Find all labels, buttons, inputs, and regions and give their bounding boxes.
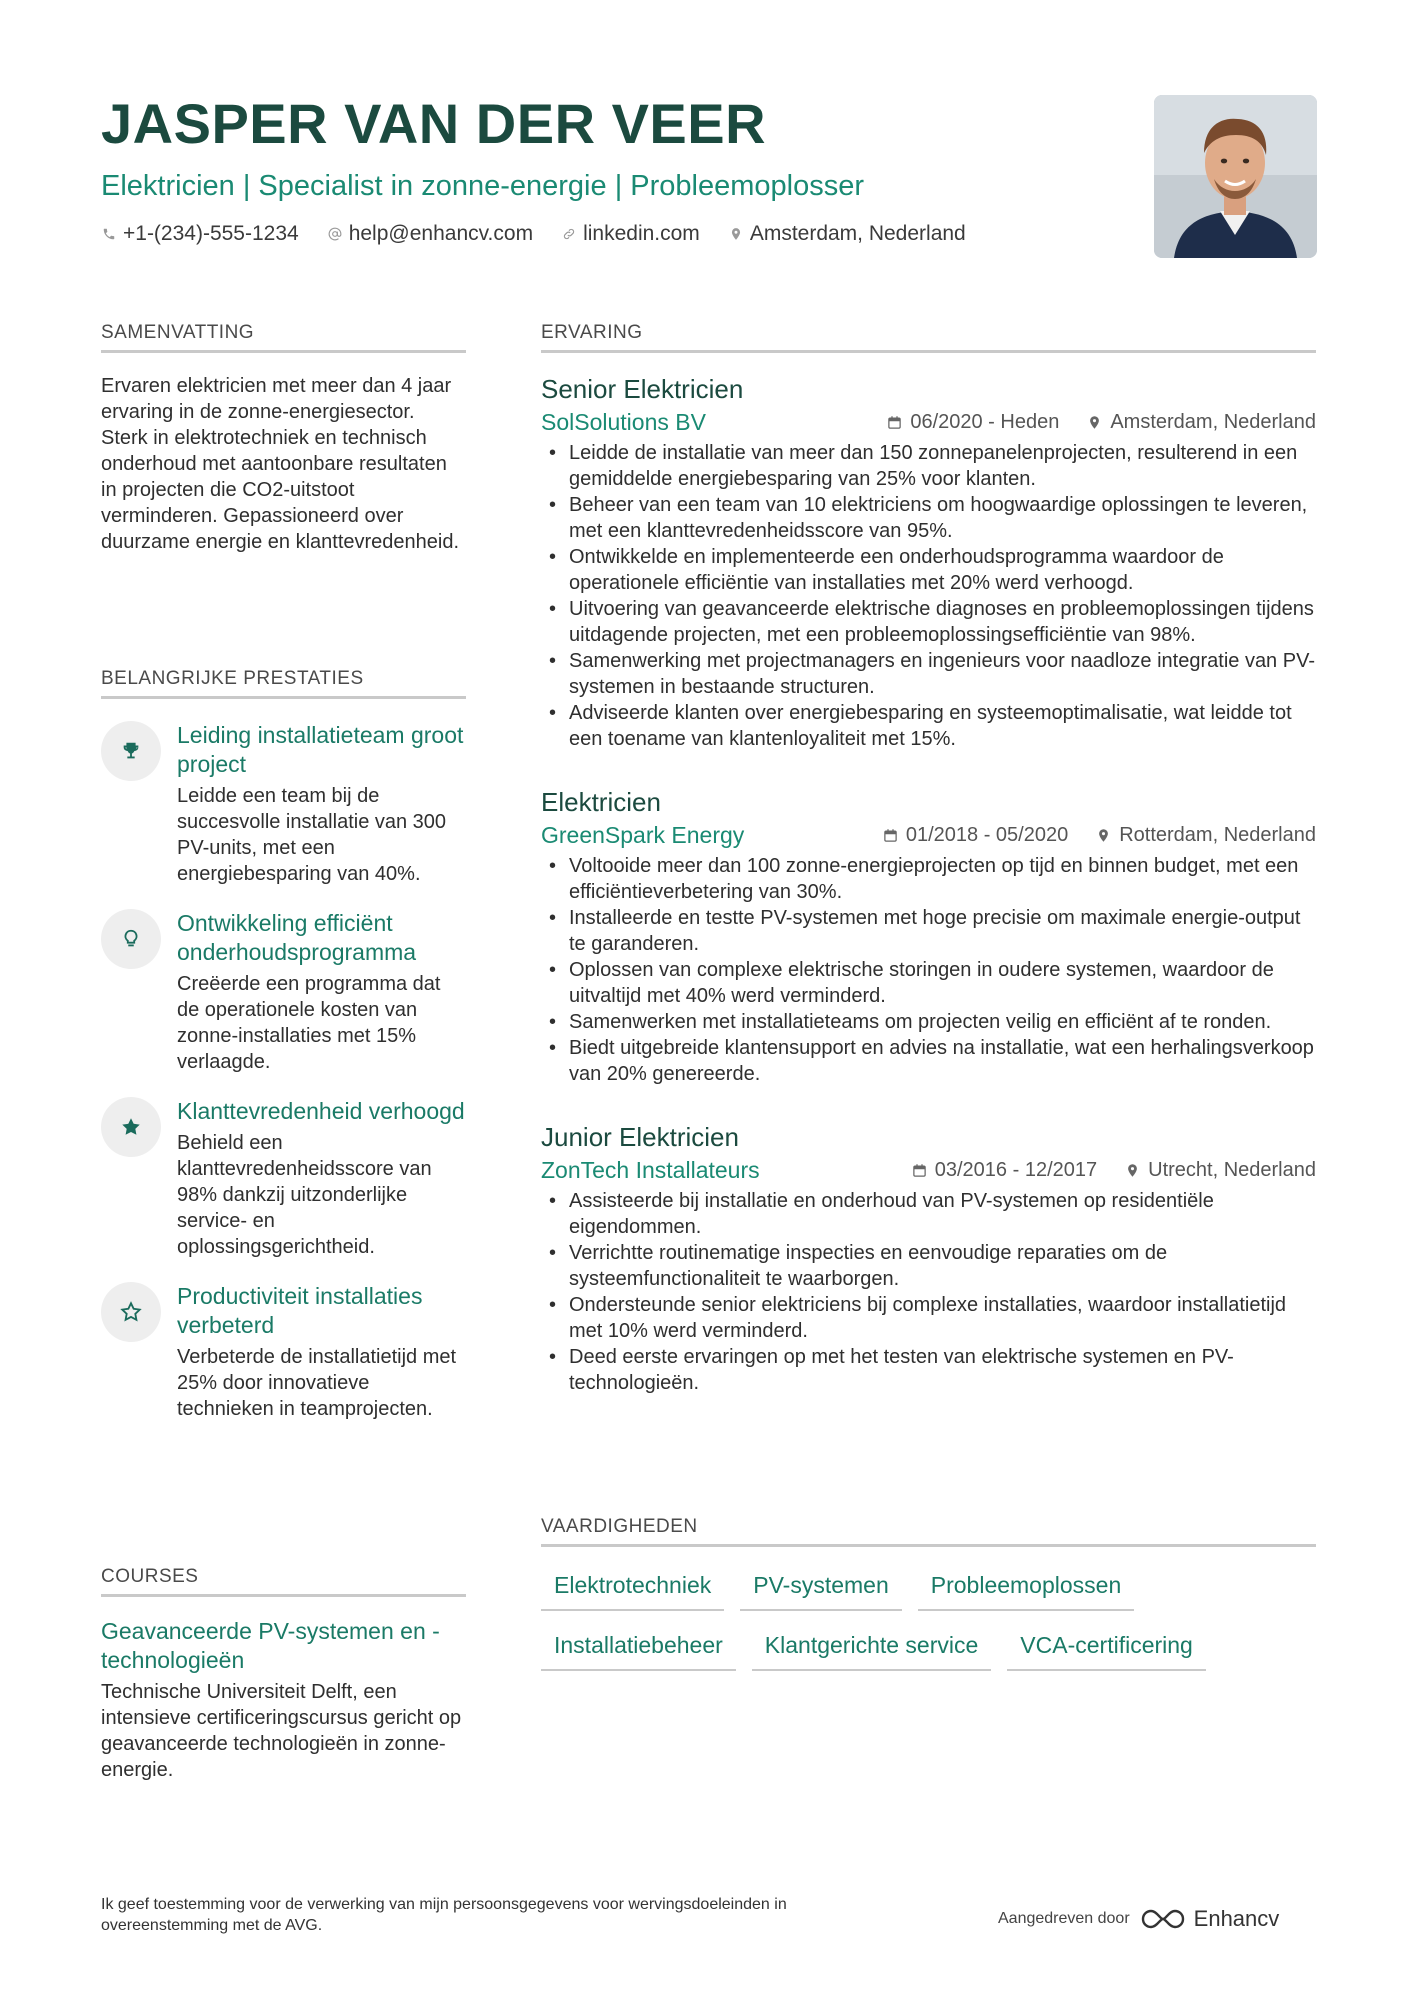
achievement-item <box>101 1282 466 1422</box>
achievement-text: Creëerde een programma dat de operationele kosten van zonne-installaties met 15% verlaagde. <box>177 973 441 1073</box>
job-dates: 06/2020 - Heden <box>887 411 1059 434</box>
job-bullet: • Ontwikkelde en implementeerde een onderhoudsprogramma waardoor de operationele efficiëntie van installaties met 20% werd verhoogd. <box>541 544 1316 596</box>
job-location: Rotterdam, Nederland <box>1096 824 1316 847</box>
job-location: Utrecht, Nederland <box>1125 1159 1316 1182</box>
calendar-icon <box>883 828 898 843</box>
course-text: Technische Universiteit Delft, een intensieve certificeringscursus gericht op geavanceerde technologieën in zonne-energie. <box>101 1681 462 1781</box>
summary-section <box>101 322 466 555</box>
brand-name: Enhancv <box>1193 1906 1280 1931</box>
job-bullets <box>541 440 1316 752</box>
courses-section <box>101 1566 466 1783</box>
achievement-item <box>101 909 466 1075</box>
phone-text: +1-(234)-555-1234 <box>123 222 299 245</box>
achievement-text: Behield een klanttevredenheidsscore van 98% dankzij uitzonderlijke service- en oplossingsgerichtheid. <box>177 1132 432 1258</box>
job-location: Amsterdam, Nederland <box>1087 411 1316 434</box>
course-title: Geavanceerde PV-systemen en -technologieën <box>101 1618 440 1673</box>
skills-section <box>541 1516 1316 1671</box>
job-bullets <box>541 853 1316 1087</box>
enhancv-logo[interactable] <box>1140 1906 1280 1932</box>
company-name: GreenSpark Energy <box>541 822 745 848</box>
courses-title: COURSES <box>101 1566 466 1597</box>
powered-by <box>998 1906 1279 1932</box>
achievement-title: Productiviteit installaties verbeterd <box>177 1283 423 1338</box>
achievements-section <box>101 668 466 1422</box>
achievement-title: Ontwikkeling efficiënt onderhoudsprogramma <box>177 910 417 965</box>
candidate-name: JASPER VAN DER VEER <box>101 92 767 155</box>
skills-title: VAARDIGHEDEN <box>541 1516 1316 1547</box>
job-bullets <box>541 1188 1316 1396</box>
skill-tag: Klantgerichte service <box>752 1629 992 1671</box>
job-dates: 01/2018 - 05/2020 <box>883 824 1068 847</box>
job-bullet: • Biedt uitgebreide klantensupport en advies na installatie, wat een herhalingsverkoop van 20% genereerde. <box>541 1035 1316 1087</box>
location-pin-icon <box>1087 415 1102 430</box>
achievement-text: Verbeterde de installatietijd met 25% door innovatieve technieken in teamprojecten. <box>177 1346 457 1420</box>
contact-phone[interactable] <box>101 222 299 246</box>
job-bullet: • Samenwerking met projectmanagers en ingenieurs voor naadloze integratie van PV-systemen in bestaande structuren. <box>541 648 1316 700</box>
star-filled-icon <box>101 1097 161 1157</box>
job-bullet: • Deed eerste ervaringen op met het testen van elektrische systemen en PV-technologieën. <box>541 1344 1316 1396</box>
summary-title: SAMENVATTING <box>101 322 466 353</box>
email-text: help@enhancv.com <box>348 222 534 245</box>
enhancv-logo-icon <box>1140 1907 1186 1931</box>
job-dates: 03/2016 - 12/2017 <box>912 1159 1097 1182</box>
linkedin-text: linkedin.com <box>583 222 700 245</box>
job-bullet: • Uitvoering van geavanceerde elektrische diagnoses en probleemoplossingen tijdens uitdagende projecten, met een probleemoplossingsefficiëntie van 98%. <box>541 596 1316 648</box>
location-text: Amsterdam, Nederland <box>749 222 966 245</box>
contact-location <box>728 222 966 246</box>
location-pin-icon <box>1125 1163 1140 1178</box>
achievement-item <box>101 1097 466 1260</box>
contact-bar <box>101 222 1151 246</box>
job-bullet: • Voltooide meer dan 100 zonne-energieprojecten op tijd en binnen budget, met een efficiëntieverbetering van 30%. <box>541 853 1316 905</box>
job-bullet: • Beheer van een team van 10 elektriciens om hoogwaardige oplossingen te leveren, met een klanttevredenheidsscore van 95%. <box>541 492 1316 544</box>
skill-tag: VCA-certificering <box>1007 1629 1206 1671</box>
achievement-title: Leiding installatieteam groot project <box>177 722 464 777</box>
at-icon <box>327 226 343 242</box>
job-bullet: • Installeerde en testte PV-systemen met hoge precisie om maximale energie-output te garanderen. <box>541 905 1316 957</box>
job-entry <box>541 1121 1316 1396</box>
job-entry <box>541 373 1316 752</box>
achievement-title: Klanttevredenheid verhoogd <box>177 1098 465 1124</box>
job-title: Junior Elektricien <box>541 1122 739 1152</box>
profile-photo <box>1154 95 1317 258</box>
job-title: Elektricien <box>541 787 661 817</box>
job-bullet: • Samenwerken met installatieteams om projecten veilig en efficiënt af te ronden. <box>541 1009 1316 1035</box>
skill-tag: Installatiebeheer <box>541 1629 736 1671</box>
candidate-headline: Elektricien | Specialist in zonne-energie | Probleemoplosser <box>101 170 865 202</box>
phone-icon <box>101 226 117 242</box>
link-icon <box>561 226 577 242</box>
summary-text: Ervaren elektricien met meer dan 4 jaar ervaring in de zonne-energiesector. Sterk in elektrotechniek en technisch onderhoud met aantoonbare resultaten in projecten die CO2-uitstoot verminderen. Gepassioneerd over duurzame energie en klanttevredenheid. <box>101 375 460 553</box>
trophy-icon <box>101 721 161 781</box>
job-title: Senior Elektricien <box>541 374 744 404</box>
achievement-text: Leidde een team bij de succesvolle installatie van 300 PV-units, met een energiebesparing van 40%. <box>177 785 447 885</box>
company-name: ZonTech Installateurs <box>541 1157 760 1183</box>
contact-email[interactable] <box>327 222 533 246</box>
skills-row <box>541 1569 1316 1611</box>
location-pin-icon <box>728 226 744 242</box>
location-pin-icon <box>1096 828 1111 843</box>
achievement-item <box>101 721 466 887</box>
lightbulb-icon <box>101 909 161 969</box>
skill-tag: PV-systemen <box>740 1569 902 1611</box>
contact-linkedin[interactable] <box>561 222 700 246</box>
achievements-title: BELANGRIJKE PRESTATIES <box>101 668 466 699</box>
job-bullet: • Adviseerde klanten over energiebesparing en systeemoptimalisatie, wat leidde tot een toename van klantenloyaliteit met 15%. <box>541 700 1316 752</box>
star-outline-icon <box>101 1282 161 1342</box>
job-bullet: • Ondersteunde senior elektriciens bij complexe installaties, waardoor installatietijd met 10% werd verminderd. <box>541 1292 1316 1344</box>
experience-section <box>541 322 1316 1396</box>
experience-title: ERVARING <box>541 322 1316 353</box>
skill-tag: Elektrotechniek <box>541 1569 724 1611</box>
job-bullet: • Assisteerde bij installatie en onderhoud van PV-systemen op residentiële eigendommen. <box>541 1188 1316 1240</box>
skills-row <box>541 1629 1316 1671</box>
calendar-icon <box>887 415 902 430</box>
job-entry <box>541 786 1316 1087</box>
resume-header <box>101 92 1151 246</box>
gdpr-consent: Ik geef toestemming voor de verwerking van mijn persoonsgegevens voor wervingsdoeleinden in overeenstemming met de AVG. <box>101 1896 787 1934</box>
powered-by-label: Aangedreven door <box>998 1910 1130 1927</box>
job-bullet: • Oplossen van complexe elektrische storingen in oudere systemen, waardoor de uitvaltijd met 40% werd verminderd. <box>541 957 1316 1009</box>
calendar-icon <box>912 1163 927 1178</box>
job-bullet: • Leidde de installatie van meer dan 150 zonnepanelenprojecten, resulterend in een gemiddelde energiebesparing van 25% voor klanten. <box>541 440 1316 492</box>
job-bullet: • Verrichtte routinematige inspecties en eenvoudige reparaties om de systeemfunctionaliteit te waarborgen. <box>541 1240 1316 1292</box>
skill-tag: Probleemoplossen <box>918 1569 1135 1611</box>
company-name: SolSolutions BV <box>541 409 706 435</box>
